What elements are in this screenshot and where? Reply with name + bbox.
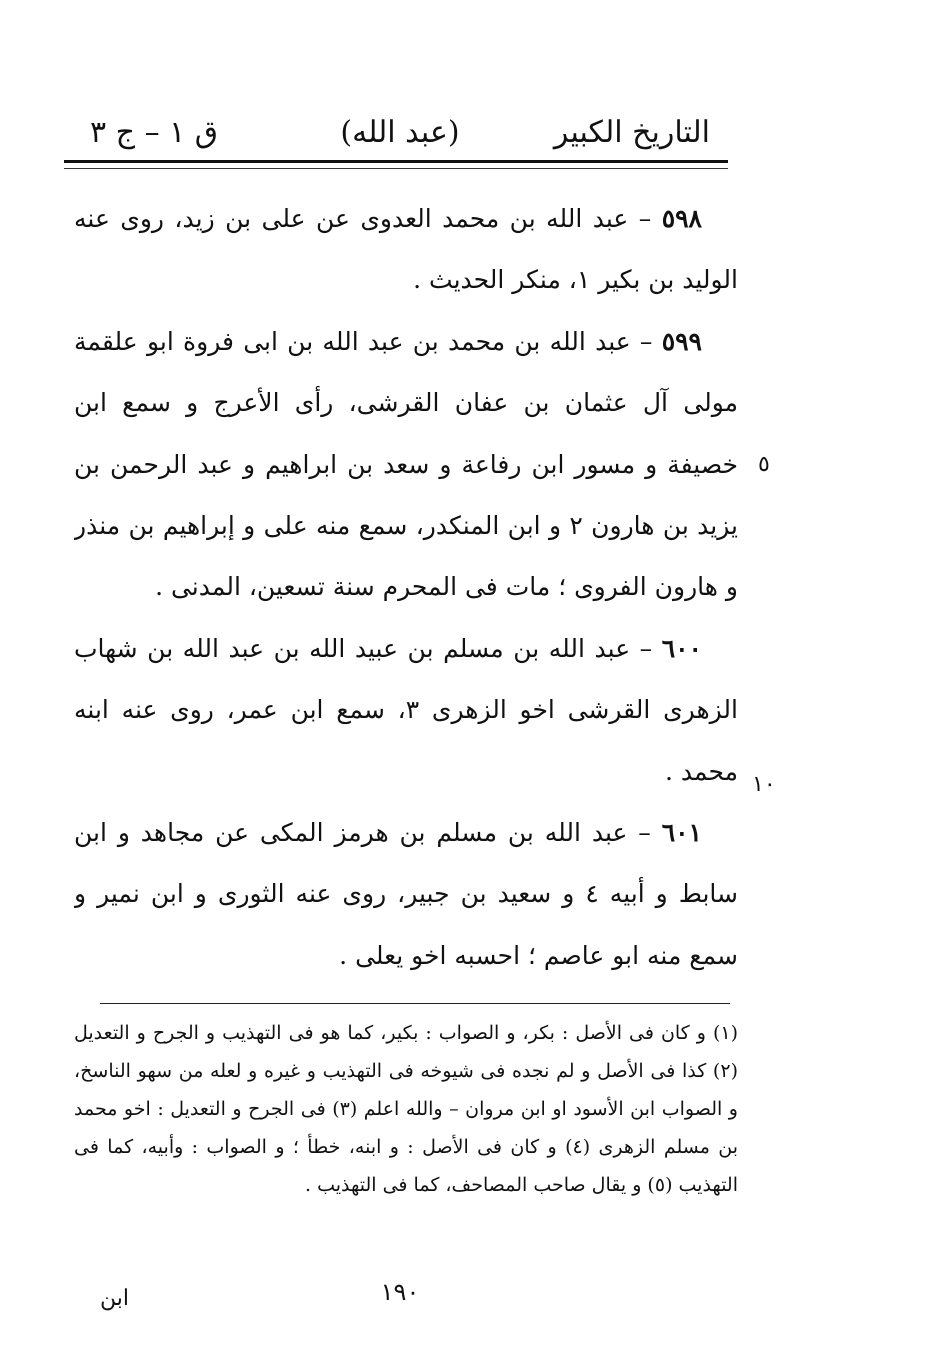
book-title: التاريخ الكبير bbox=[553, 115, 710, 150]
main-text bbox=[74, 188, 738, 988]
entry-number: ٥٩٩ bbox=[661, 326, 702, 356]
entry-599 bbox=[74, 311, 738, 618]
entry-number: ٦٠١ bbox=[661, 818, 702, 848]
entry-598 bbox=[74, 188, 738, 311]
running-header bbox=[70, 108, 730, 158]
footnote-rule bbox=[100, 1003, 730, 1004]
entry-text: – عبد الله بن محمد بن عبد الله بن ابى فروة ابو علقمة مولى آل عثمان بن عفان القرشى، رأى الأعرج و سمع ابن خصيفة و مسور ابن رفاعة و سعد بن ابراهيم و عبد الرحمن بن يزيد بن هارون ٢ و ابن المنكدر، سمع منه على و إبراهيم بن منذر و هارون الفروى ؛ مات فى المحرم سنة تسعين، المدنى . bbox=[74, 326, 738, 602]
entry-number: ٦٠٠ bbox=[661, 633, 702, 663]
entry-text: – عبد الله بن مسلم بن عبيد الله بن عبد الله بن شهاب الزهرى القرشى اخو الزهرى ٣، سمع ابن عمر، روى عنه ابنه محمد . bbox=[74, 633, 738, 786]
entry-600 bbox=[74, 618, 738, 802]
entry-602 bbox=[74, 986, 738, 988]
footnotes: (١) و كان فى الأصل : بكر، و الصواب : بكير، كما هو فى التهذيب و الجرح و التعديل (٢) كذا فى الأصل و لم نجده فى شيوخه فى التهذيب و غيره و لعله من سهو الناسخ، و الصواب ابن الأسود او ابن مروان – والله اعلم (٣) فى الجرح و التعديل : اخو محمد بن مسلم الزهرى (٤) و كان فى الأصل : و ابنه، خطأ ؛ و الصواب : وأبيه، كما فى التهذيب (٥) و يقال صاحب المصاحف، كما فى التهذيب . bbox=[74, 1022, 738, 1196]
entry-number: ٥٩٨ bbox=[661, 204, 702, 233]
margin-line-number-10: ١٠ bbox=[752, 772, 776, 797]
section-name: (عبد الله) bbox=[340, 115, 460, 150]
catchword: ابن bbox=[100, 1286, 129, 1311]
entry-text: – عبد الله بن محمد العدوى عن على بن زيد، روى عنه الوليد بن بكير ١، منكر الحديث . bbox=[74, 204, 738, 295]
page-number: ١٩٠ bbox=[380, 1278, 420, 1306]
margin-line-number-5: ٥ bbox=[758, 452, 770, 477]
volume-indicator: ق ١ – ج ٣ bbox=[90, 115, 219, 150]
entry-text: – عبد الله بن مسلم بن هرمز المكى عن مجاهد و ابن سابط و أبيه ٤ و سعيد بن جبير، روى عنه الثورى و ابن نمير و سمع منه ابو عاصم ؛ احسبه اخو يعلى . bbox=[74, 818, 738, 970]
header-rule-thick bbox=[64, 160, 728, 163]
entry-601 bbox=[74, 802, 738, 986]
header-rule-thin bbox=[64, 168, 728, 169]
